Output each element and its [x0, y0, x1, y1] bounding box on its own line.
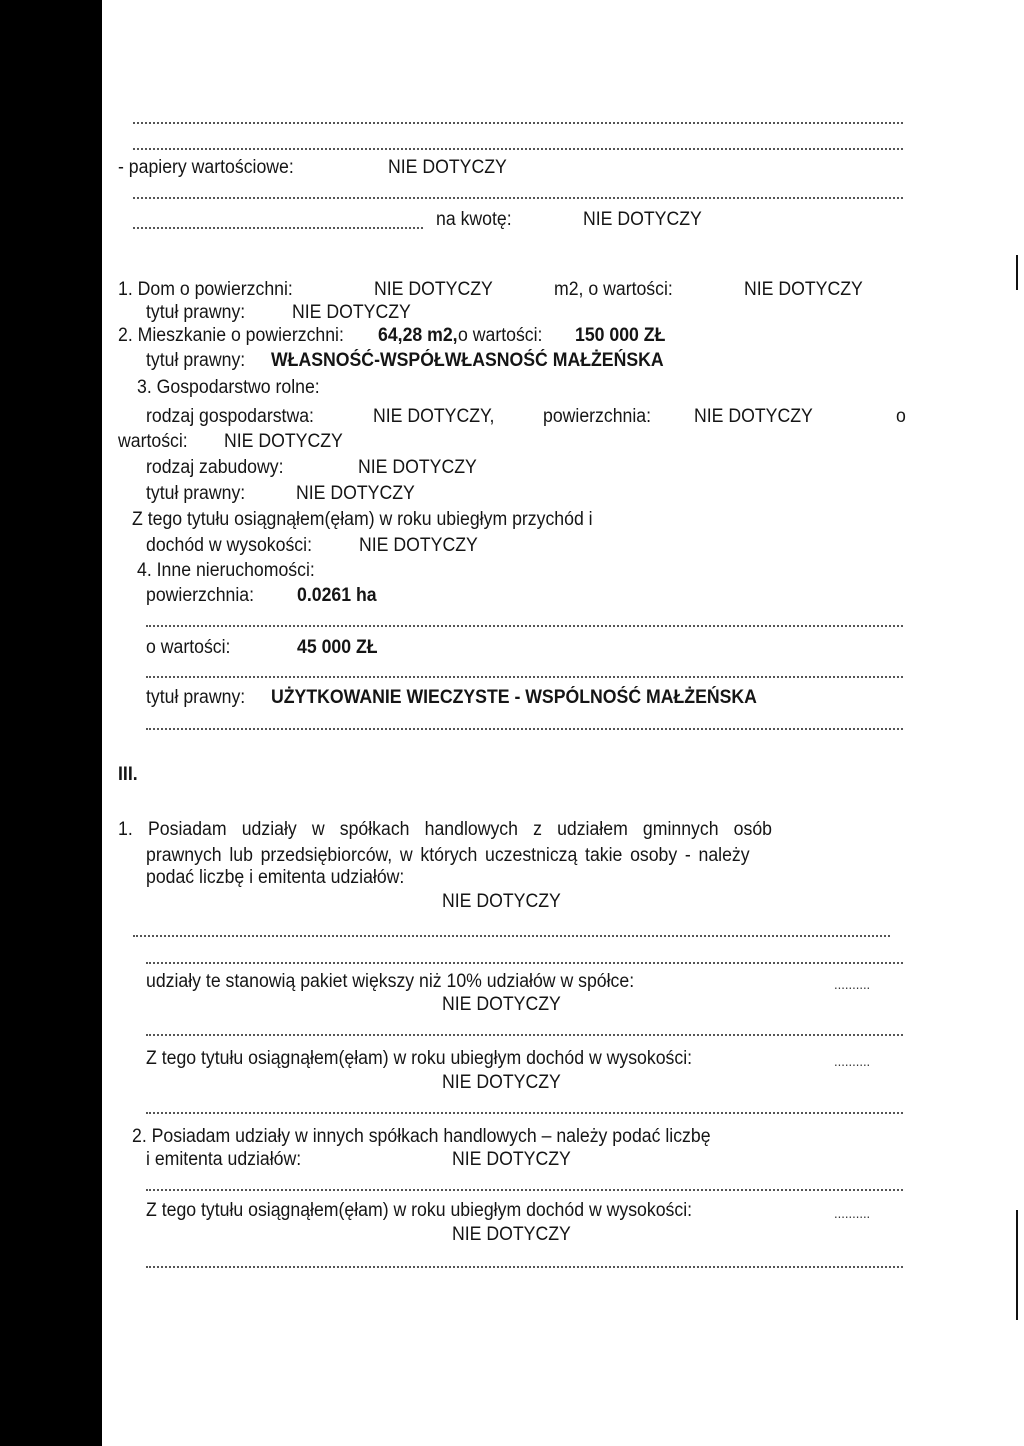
other-estate-label: 4. Inne nieruchomości: [137, 560, 315, 581]
section-number: III. [118, 764, 138, 785]
other-shares-income-value: NIE DOTYCZY [452, 1224, 571, 1245]
other-area-value: 0.0261 ha [297, 585, 377, 606]
shares-line-1: Posiadam udziały w spółkach handlowych z udziałem gminnych osób [148, 819, 773, 840]
house-title-label: tytuł prawny: [146, 302, 246, 323]
shares-pct-label: udziały te stanowią pakiet większy niż 10% udziałów w spółce: [146, 971, 635, 992]
dotted-rule [133, 122, 903, 124]
scan-edge-mark [1016, 1210, 1018, 1320]
farm-worth-label: wartości: [118, 431, 188, 452]
shares-value: NIE DOTYCZY [442, 891, 561, 912]
house-unit-label: m2, o wartości: [554, 279, 673, 300]
shares-income-value: NIE DOTYCZY [442, 1072, 561, 1093]
shares-income-label: Z tego tytułu osiągnąłem(ęłam) w roku ubiegłym dochód w wysokości: [146, 1048, 693, 1069]
flat-label: 2. Mieszkanie o powierzchni: [118, 325, 344, 346]
farm-type-value: NIE DOTYCZY, [373, 406, 495, 427]
dotted-rule [146, 1112, 903, 1114]
shares-item-number: 1. [118, 819, 133, 840]
farm-area-label: powierzchnia: [543, 406, 652, 427]
farm-worth-value: NIE DOTYCZY [224, 431, 343, 452]
flat-area: 64,28 m2, [378, 325, 458, 346]
flat-value-label: o wartości: [458, 325, 543, 346]
shares-pct-dots: .......... [834, 976, 871, 992]
farm-o: o [896, 406, 906, 427]
amount-label: na kwotę: [436, 209, 512, 230]
other-area-label: powierzchnia: [146, 585, 255, 606]
flat-value: 150 000 ZŁ [575, 325, 666, 346]
amount-value: NIE DOTYCZY [583, 209, 702, 230]
house-area-value: NIE DOTYCZY [374, 279, 493, 300]
dotted-rule [146, 962, 903, 964]
other-value: 45 000 ZŁ [297, 637, 378, 658]
shares-line-2: prawnych lub przedsiębiorców, w których uczestniczą takie osoby - należy [146, 845, 750, 866]
dotted-rule [146, 1189, 903, 1191]
dotted-rule [133, 148, 903, 150]
dotted-rule [133, 935, 890, 937]
farm-buildings-value: NIE DOTYCZY [358, 457, 477, 478]
scan-edge-mark [1016, 255, 1018, 290]
dotted-rule [146, 728, 903, 730]
farm-label: 3. Gospodarstwo rolne: [137, 377, 320, 398]
farm-title-value: NIE DOTYCZY [296, 483, 415, 504]
other-value-label: o wartości: [146, 637, 231, 658]
house-value: NIE DOTYCZY [744, 279, 863, 300]
farm-type-label: rodzaj gospodarstwa: [146, 406, 314, 427]
securities-label: - papiery wartościowe: [118, 157, 294, 178]
farm-income-line2: dochód w wysokości: [146, 535, 312, 556]
flat-title-value: WŁASNOŚĆ-WSPÓŁWŁASNOŚĆ MAŁŻEŃSKA [271, 350, 664, 371]
farm-buildings-label: rodzaj zabudowy: [146, 457, 284, 478]
dotted-rule [133, 197, 903, 199]
farm-title-label: tytuł prawny: [146, 483, 246, 504]
house-label: 1. Dom o powierzchni: [118, 279, 293, 300]
dotted-rule [146, 1034, 903, 1036]
farm-area-value: NIE DOTYCZY [694, 406, 813, 427]
farm-income-line1: Z tego tytułu osiągnąłem(ęłam) w roku ubiegłym przychód i [132, 509, 593, 530]
other-shares-line-2: i emitenta udziałów: [146, 1149, 302, 1170]
shares-income-dots: .......... [834, 1053, 871, 1069]
other-shares-income-label: Z tego tytułu osiągnąłem(ęłam) w roku ubiegłym dochód w wysokości: [146, 1200, 693, 1221]
house-title-value: NIE DOTYCZY [292, 302, 411, 323]
shares-line-3: podać liczbę i emitenta udziałów: [146, 867, 405, 888]
dotted-rule [146, 1266, 903, 1268]
other-shares-line-1: 2. Posiadam udziały w innych spółkach handlowych – należy podać liczbę [132, 1126, 711, 1147]
other-shares-value: NIE DOTYCZY [452, 1149, 571, 1170]
dotted-rule [146, 676, 903, 678]
dotted-rule [146, 625, 903, 627]
dotted-rule [133, 227, 423, 229]
farm-income-value: NIE DOTYCZY [359, 535, 478, 556]
other-shares-income-dots: .......... [834, 1205, 871, 1221]
shares-pct-value: NIE DOTYCZY [442, 994, 561, 1015]
flat-title-label: tytuł prawny: [146, 350, 246, 371]
other-title-value: UŻYTKOWANIE WIECZYSTE - WSPÓLNOŚĆ MAŁŻEŃSKA [271, 687, 757, 708]
other-title-label: tytuł prawny: [146, 687, 246, 708]
securities-value: NIE DOTYCZY [388, 157, 507, 178]
